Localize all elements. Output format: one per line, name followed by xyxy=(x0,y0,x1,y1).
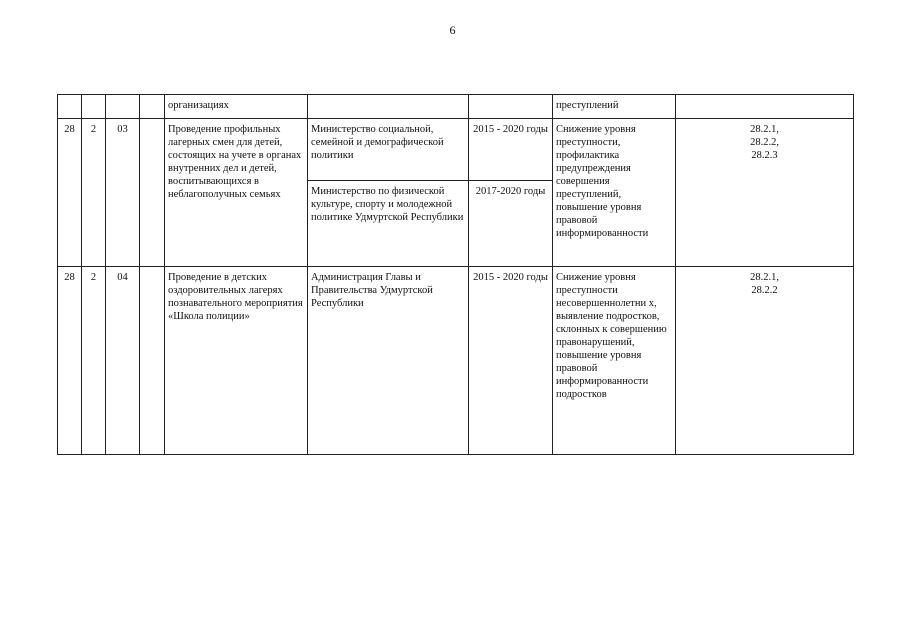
cell xyxy=(58,95,82,119)
indicator-cell xyxy=(676,267,854,455)
period-cell: 2015 - 2020 годы xyxy=(469,119,553,181)
cell xyxy=(106,95,140,119)
code-cell: 28 xyxy=(58,267,82,455)
period-cell: 2015 - 2020 годы xyxy=(469,267,553,455)
activity-cell: Проведение профильных лагерных смен для детей, состоящих на учете в органах внутренних дел и детей, воспитывающихся в неблагополучных семьях xyxy=(165,119,308,267)
code-cell: 03 xyxy=(106,119,140,267)
activity-cell: организациях xyxy=(165,95,308,119)
executor-cell: Министерство социальной, семейной и демографической политики xyxy=(308,119,469,181)
period-cell xyxy=(469,95,553,119)
page-number: 6 xyxy=(449,23,456,37)
code-cell xyxy=(140,267,165,455)
executor-cell: Администрация Главы и Правительства Удмуртской Республики xyxy=(308,267,469,455)
activity-cell: Проведение в детских оздоровительных лагерях познавательного мероприятия «Школа полиции» xyxy=(165,267,308,455)
table-row xyxy=(58,267,854,455)
code-cell: 2 xyxy=(82,267,106,455)
indicator-line: 28.2.2 xyxy=(751,285,778,296)
result-cell: Снижение уровня преступности несовершеннолетни х, выявление подростков, склонных к совершению правонарушений, повышение уровня правовой информированности подростков xyxy=(553,267,676,455)
indicator-line: 28.2.1, xyxy=(750,272,779,283)
indicator-line: 28.2.3 xyxy=(751,150,778,161)
executor-cell: Министерство по физической культуре, спорту и молодежной политике Удмуртской Республики xyxy=(308,181,469,267)
indicator-cell xyxy=(676,95,854,119)
cell xyxy=(140,95,165,119)
indicator-line: 28.2.1, xyxy=(750,124,779,135)
indicator-cell xyxy=(676,119,854,267)
indicator-line: 28.2.2, xyxy=(750,137,779,148)
cell xyxy=(82,95,106,119)
executor-cell xyxy=(308,95,469,119)
code-cell xyxy=(140,119,165,267)
continuation-row xyxy=(58,95,854,119)
result-cell: преступлений xyxy=(553,95,676,119)
result-cell: Снижение уровня преступности, профилактика предупреждения совершения преступлений, повышение уровня правовой информированности xyxy=(553,119,676,267)
table-row xyxy=(58,119,854,181)
code-cell: 04 xyxy=(106,267,140,455)
period-cell: 2017-2020 годы xyxy=(469,181,553,267)
code-cell: 28 xyxy=(58,119,82,267)
program-table xyxy=(57,94,854,455)
code-cell: 2 xyxy=(82,119,106,267)
